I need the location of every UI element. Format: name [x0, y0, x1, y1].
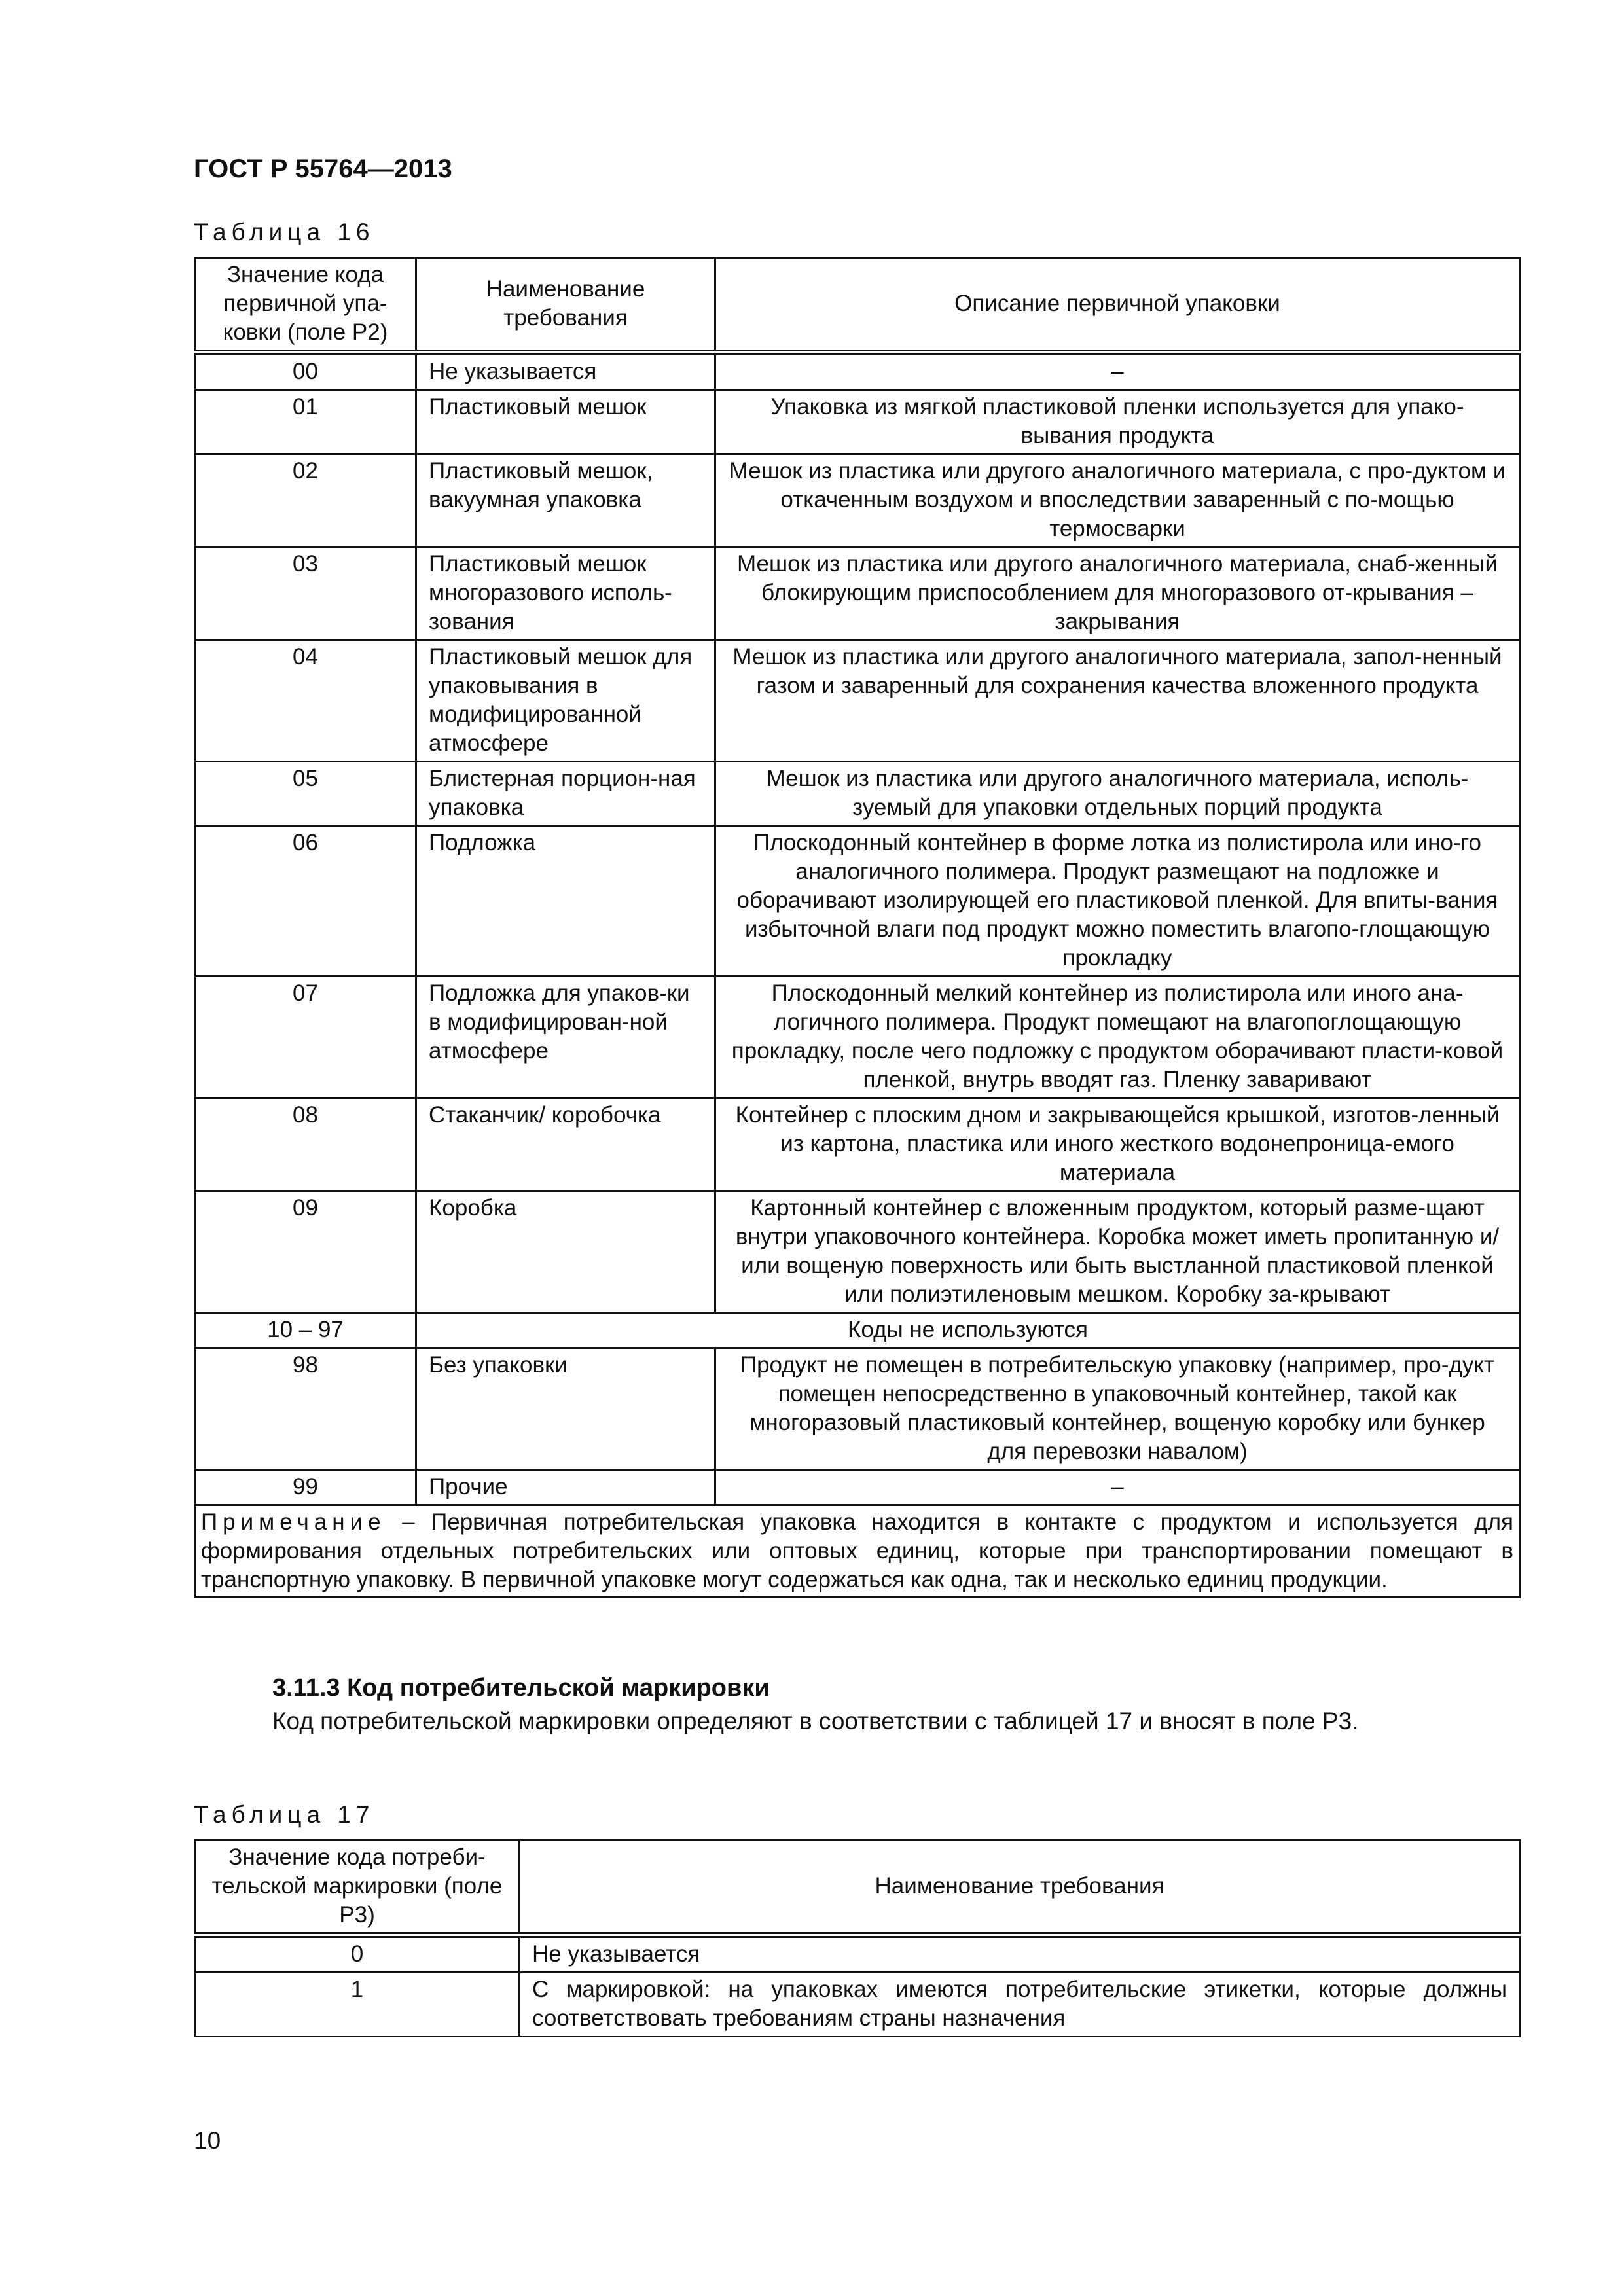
header-name: Наименование требования [520, 1840, 1520, 1935]
code-cell: 04 [195, 640, 416, 762]
table-16 [194, 257, 1521, 1598]
table-row-unused [195, 1313, 1520, 1348]
name-cell: Стаканчик/ коробочка [416, 1098, 715, 1191]
code-cell: 02 [195, 454, 416, 547]
description-cell: Мешок из пластика или другого аналогичного материала, с про-дуктом и откаченным воздухом и впоследствии заваренный с по-мощью термосварки [715, 454, 1520, 547]
header-code: Значение кода первичной упа-ковки (поле Р2) [195, 258, 416, 353]
code-cell: 00 [195, 353, 416, 390]
name-cell: Подложка [416, 826, 715, 977]
table-row [195, 826, 1520, 977]
table-row [195, 1470, 1520, 1505]
table-row [195, 1973, 1520, 2037]
description-cell: Мешок из пластика или другого аналогичного материала, запол-ненный газом и заваренный для сохранения качества вложенного продукта [715, 640, 1520, 762]
section-heading: 3.11.3 Код потребительской маркировки [272, 1674, 770, 1702]
code-cell: 98 [195, 1348, 416, 1470]
header-description: Описание первичной упаковки [715, 258, 1520, 353]
name-cell: Без упаковки [416, 1348, 715, 1470]
table-17-caption: Таблица 17 [194, 1801, 375, 1828]
table-row [195, 547, 1520, 640]
table-row [195, 977, 1520, 1098]
description-cell: Картонный контейнер с вложенным продуктом, который разме-щают внутри упаковочного контейнера. Коробка может иметь пропитанную и/или вощеную поверхность или быть выстланной пластиковой пленкой или полиэтиленовым мешком. Коробку за-крывают [715, 1191, 1520, 1313]
code-cell: 99 [195, 1470, 416, 1505]
name-cell: Прочие [416, 1470, 715, 1505]
table-row [195, 762, 1520, 826]
description-cell: Мешок из пластика или другого аналогичного материала, снаб-женный блокирующим приспособлением для многоразового от-крывания – закрывания [715, 547, 1520, 640]
table-17 [194, 1839, 1521, 2037]
code-cell: 05 [195, 762, 416, 826]
table-note-row [195, 1505, 1520, 1598]
code-cell: 07 [195, 977, 416, 1098]
table-header [195, 1840, 1520, 1935]
name-cell: Подложка для упаков-ки в модифицирован-ной атмосфере [416, 977, 715, 1098]
code-cell: 1 [195, 1973, 520, 2037]
unused-text: Коды не используются [416, 1313, 1520, 1348]
table-row [195, 353, 1520, 390]
table-note [195, 1505, 1520, 1598]
table-row [195, 390, 1520, 454]
code-cell: 10 – 97 [195, 1313, 416, 1348]
name-cell: Блистерная порцион-ная упаковка [416, 762, 715, 826]
table-header [195, 258, 1520, 353]
name-cell: Не указывается [416, 353, 715, 390]
description-cell: Плоскодонный мелкий контейнер из полистирола или иного ана-логичного полимера. Продукт помещают на влагопоглощающую прокладку, после чего подложку с продуктом оборачивают пласти-ковой пленкой, внутрь вводят газ. Пленку заваривают [715, 977, 1520, 1098]
table-row [195, 640, 1520, 762]
document-title: ГОСТ Р 55764—2013 [194, 154, 452, 183]
table-row [195, 1098, 1520, 1191]
description-cell: Мешок из пластика или другого аналогичного материала, исполь-зуемый для упаковки отдельных порций продукта [715, 762, 1520, 826]
name-cell: Не указывается [520, 1935, 1520, 1973]
code-cell: 03 [195, 547, 416, 640]
name-cell: С маркировкой: на упаковках имеются потребительские этикетки, которые должны соответствовать требованиям страны назначения [520, 1973, 1520, 2037]
name-cell: Пластиковый мешок [416, 390, 715, 454]
table-row [195, 1191, 1520, 1313]
table-row [195, 1348, 1520, 1470]
name-cell: Пластиковый мешок многоразового исполь-зования [416, 547, 715, 640]
page-number: 10 [194, 2127, 221, 2154]
table-row [195, 454, 1520, 547]
description-cell: Упаковка из мягкой пластиковой пленки используется для упако-вывания продукта [715, 390, 1520, 454]
header-code: Значение кода потреби-тельской маркировки (поле Р3) [195, 1840, 520, 1935]
name-cell: Пластиковый мешок для упаковывания в модифицированной атмосфере [416, 640, 715, 762]
description-cell: Контейнер с плоским дном и закрывающейся крышкой, изготов-ленный из картона, пластика или иного жесткого водонепроница-емого материала [715, 1098, 1520, 1191]
code-cell: 06 [195, 826, 416, 977]
note-text: – Первичная потребительская упаковка находится в контакте с продуктом и используется для формирования отдельных потребительских или оптовых единиц, которые при транспортировании помещают в транспортную упаковку. В первичной упаковке могут содержаться как одна, так и несколько единиц продукции. [201, 1509, 1513, 1592]
section-paragraph: Код потребительской маркировки определяют в соответствии с таблицей 17 и вносят в поле Р3. [272, 1708, 1359, 1734]
name-cell: Коробка [416, 1191, 715, 1313]
header-name: Наименование требования [416, 258, 715, 353]
code-cell: 0 [195, 1935, 520, 1973]
table-row [195, 1935, 1520, 1973]
description-cell: Продукт не помещен в потребительскую упаковку (например, про-дукт помещен непосредственно в упаковочный контейнер, такой как многоразовый пластиковый контейнер, вощеную коробку или бункер для перевозки навалом) [715, 1348, 1520, 1470]
code-cell: 08 [195, 1098, 416, 1191]
description-cell: – [715, 353, 1520, 390]
description-cell: Плоскодонный контейнер в форме лотка из полистирола или ино-го аналогичного полимера. Продукт размещают на подложке и оборачивают изолирующей его пластиковой пленкой. Для впиты-вания избыточной влаги под продукт можно поместить влагопо-глощающую прокладку [715, 826, 1520, 977]
code-cell: 09 [195, 1191, 416, 1313]
note-label: Примечание [201, 1509, 386, 1535]
table-16-caption: Таблица 16 [194, 219, 375, 245]
name-cell: Пластиковый мешок, вакуумная упаковка [416, 454, 715, 547]
code-cell: 01 [195, 390, 416, 454]
description-cell: – [715, 1470, 1520, 1505]
